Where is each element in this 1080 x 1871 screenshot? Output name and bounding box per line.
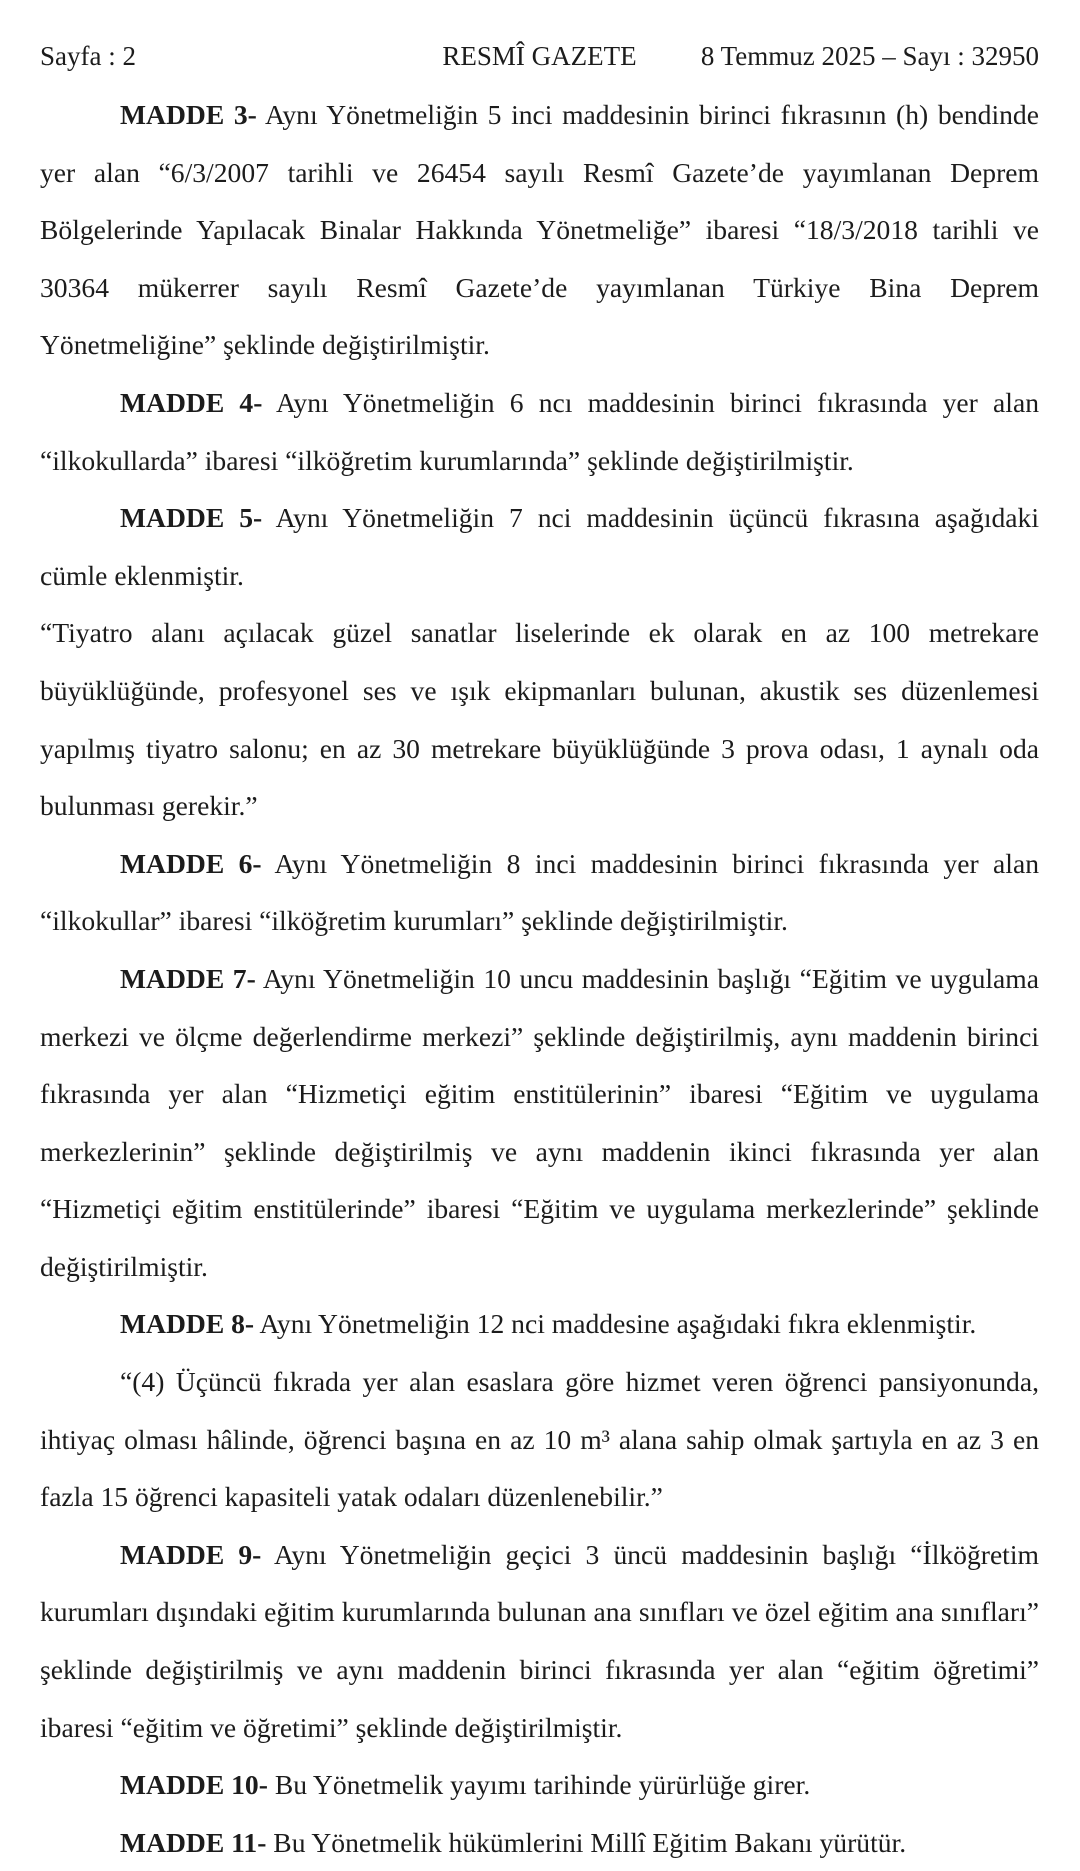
article-text: Aynı Yönetmeliğin 5 inci maddesinin birinci fıkrasının (h) bendinde yer alan “6/3/2007 tarihli ve 26454 sayılı Resmî Gazete’de yayımlanan Deprem Bölgelerinde Yapılacak Binalar Hakkında Yönetmeliğe” ibaresi “18/3/2018 tarihli ve 30364 mükerrer sayılı Resmî Gazete’de yayımlanan Türkiye Bina Deprem Yönetmeliğine” şeklinde değiştirilmiştir. (40, 99, 1039, 361)
paragraph-madde-4 (40, 374, 1039, 489)
article-text: Aynı Yönetmeliğin 7 nci maddesinin üçüncü fıkrasına aşağıdaki cümle eklenmiştir. (40, 502, 1039, 591)
article-label: MADDE 8- (120, 1308, 255, 1340)
paragraph-quote-fikra-4 (40, 1353, 1039, 1526)
paragraph-madde-10 (40, 1756, 1039, 1814)
document-body (40, 86, 1039, 1871)
article-label: MADDE 7- (120, 962, 256, 994)
paragraph-madde-11 (40, 1814, 1039, 1871)
article-text: Aynı Yönetmeliğin 8 inci maddesinin birinci fıkrasında yer alan “ilkokullar” ibaresi “ilköğretim kurumları” şeklinde değiştirilmiştir. (40, 847, 1039, 937)
quoted-text: “Tiyatro alanı açılacak güzel sanatlar liselerinde ek olarak en az 100 metrekare büyüklüğünde, profesyonel ses ve ışık ekipmanları bulunan, akustik ses düzenlemesi yapılmış tiyatro salonu; en az 30 metrekare büyüklüğünde 3 prova odası, 1 aynalı oda bulunması gerekir.” (40, 617, 1039, 822)
article-label: MADDE 3- (120, 99, 257, 130)
article-label: MADDE 5- (120, 502, 263, 534)
article-text: Bu Yönetmelik yayımı tarihinde yürürlüğe girer. (267, 1769, 811, 1801)
quoted-text: “(4) Üçüncü fıkrada yer alan esaslara göre hizmet veren öğrenci pansiyonunda, ihtiyaç olması hâlinde, öğrenci başına en az 10 m³ alana sahip olmak şartıyla en az 3 en fazla 15 öğrenci kapasiteli yatak odaları düzenlenebilir.” (40, 1366, 1039, 1513)
article-label: MADDE 10- (120, 1769, 268, 1801)
paragraph-madde-6 (40, 835, 1039, 950)
article-label: MADDE 11- (120, 1826, 267, 1858)
paragraph-madde-3 (40, 86, 1039, 374)
page-number: Sayfa : 2 (40, 41, 136, 71)
article-text: Aynı Yönetmeliğin 10 uncu maddesinin başlığı “Eğitim ve uygulama merkezi ve ölçme değerlendirme merkezi” şeklinde değiştirilmiş, aynı maddenin birinci fıkrasında yer alan “Hizmetiçi eğitim enstitülerinin” ibaresi “Eğitim ve uygulama merkezlerinin” şeklinde değiştirilmiş ve aynı maddenin ikinci fıkrasında yer alan “Hizmetiçi eğitim enstitülerinde” ibaresi “Eğitim ve uygulama merkezlerinde” şeklinde değiştirilmiştir. (40, 962, 1039, 1282)
article-label: MADDE 9- (120, 1538, 262, 1570)
article-text: Aynı Yönetmeliğin 12 nci maddesine aşağıdaki fıkra eklenmiştir. (254, 1308, 977, 1340)
paragraph-madde-7 (40, 950, 1039, 1296)
gazette-page (40, 38, 1039, 1858)
paragraph-madde-8 (40, 1295, 1039, 1353)
article-text: Bu Yönetmelik hükümlerini Millî Eğitim Bakanı yürütür. (266, 1826, 907, 1858)
paragraph-madde-9 (40, 1526, 1039, 1756)
gazette-title: RESMÎ GAZETE (442, 41, 637, 71)
paragraph-madde-5 (40, 489, 1039, 604)
page-header (40, 38, 1039, 74)
article-label: MADDE 4- (120, 386, 263, 418)
article-text: Aynı Yönetmeliğin 6 ncı maddesinin birinci fıkrasında yer alan “ilkokullarda” ibaresi “ilköğretim kurumlarında” şeklinde değiştirilmiştir. (40, 386, 1039, 476)
article-text: Aynı Yönetmeliğin geçici 3 üncü maddesinin başlığı “İlköğretim kurumları dışındaki eğitim kurumlarında bulunan ana sınıfları ve özel eğitim ana sınıfları” şeklinde değiştirilmiş ve aynı maddenin birinci fıkrasında yer alan “eğitim öğretimi” ibaresi “eğitim ve öğretimi” şeklinde değiştirilmiştir. (40, 1538, 1039, 1743)
paragraph-quote-tiyatro (40, 604, 1039, 834)
article-label: MADDE 6- (120, 847, 262, 879)
issue-date: 8 Temmuz 2025 – Sayı : 32950 (700, 41, 1039, 71)
